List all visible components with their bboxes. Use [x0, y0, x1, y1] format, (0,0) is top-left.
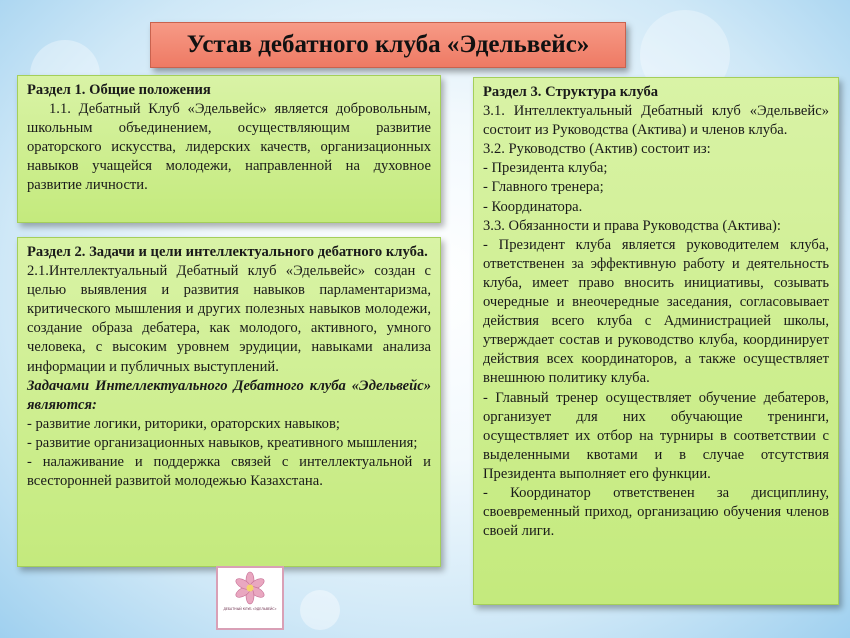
task-item: - развитие логики, риторики, ораторских навыков;: [27, 415, 340, 432]
section-1-heading: Раздел 1. Общие положения: [27, 82, 211, 98]
structure-item: - Президента клуба;: [483, 160, 608, 177]
section-3-heading: Раздел 3. Структура клуба: [483, 84, 659, 100]
structure-item: 3.2. Руководство (Актив) состоит из:: [483, 141, 711, 158]
structure-item: - Координатора.: [483, 198, 583, 215]
structure-item: 3.1. Интеллектуальный Дебатный клуб «Эдельвейс» состоит из Руководства (Актива) и членов клуба.: [483, 103, 829, 139]
edelweiss-flower-icon: [230, 571, 270, 607]
section-2-heading: Раздел 2. Задачи и цели интеллектуального дебатного клуба.: [27, 244, 428, 260]
section-1-text: 1.1. Дебатный Клуб «Эдельвейс» является добровольным, школьным объединением, осуществляющим развитие ораторского искусства, лидерских качеств, организационных навыков учащейся молодежи, направленной на духовное развитие личности.: [27, 101, 431, 194]
background-bubble: [300, 590, 340, 630]
structure-item: - Главного тренера;: [483, 179, 604, 196]
section-2-tasks-heading: Задачами Интеллектуального Дебатного клуба «Эдельвейс» являются:: [27, 377, 431, 413]
structure-item: - Главный тренер осуществляет обучение дебатеров, организует для них обучающие тренинги, осуществляет их отбор на турниры в соответствии с выделенными квотами и в случае отсутствия Президента выполняет его функции.: [483, 389, 829, 482]
structure-item: - Президент клуба является руководителем клуба, ответственен за эффективную работу и деятельность клуба, имеет право вносить инициативы, созывать очередные и внеочередные заседания, согласовывает действия всего клуба с Администрацией школы, утверждает состав и руководство клуба, координирует действия всех координаторов, а также осуществляет внешнюю политику клуба.: [483, 236, 829, 387]
slide-title: Устав дебатного клуба «Эдельвейс»: [150, 22, 626, 68]
structure-item: - Координатор ответственен за дисциплину, своевременный приход, организацию обучения членов своей лиги.: [483, 484, 829, 540]
structure-item: 3.3. Обязанности и права Руководства (Актива):: [483, 217, 781, 234]
club-logo: [216, 566, 284, 630]
logo-caption: ДЕБАТНЫЙ КЛУБ «ЭДЕЛЬВЕЙС»: [223, 607, 277, 611]
task-item: - налаживание и поддержка связей с интеллектуальной и всесторонней развитой молодежью Казахстана.: [27, 454, 431, 490]
section-3-box: [473, 77, 839, 605]
section-2-text: 2.1.Интеллектуальный Дебатный клуб «Эдельвейс» создан с целью выявления и развития навыков парламентаризма, критического мышления и других полезных навыков молодежи, создание образа дебатера, как молодого, активного, умного человека, с высоким уровнем эрудиции, навыками анализа информации и публичных выступлений.: [27, 263, 431, 375]
task-item: - развитие организационных навыков, креативного мышления;: [27, 434, 418, 451]
section-1-box: [17, 75, 441, 223]
section-2-box: [17, 237, 441, 567]
